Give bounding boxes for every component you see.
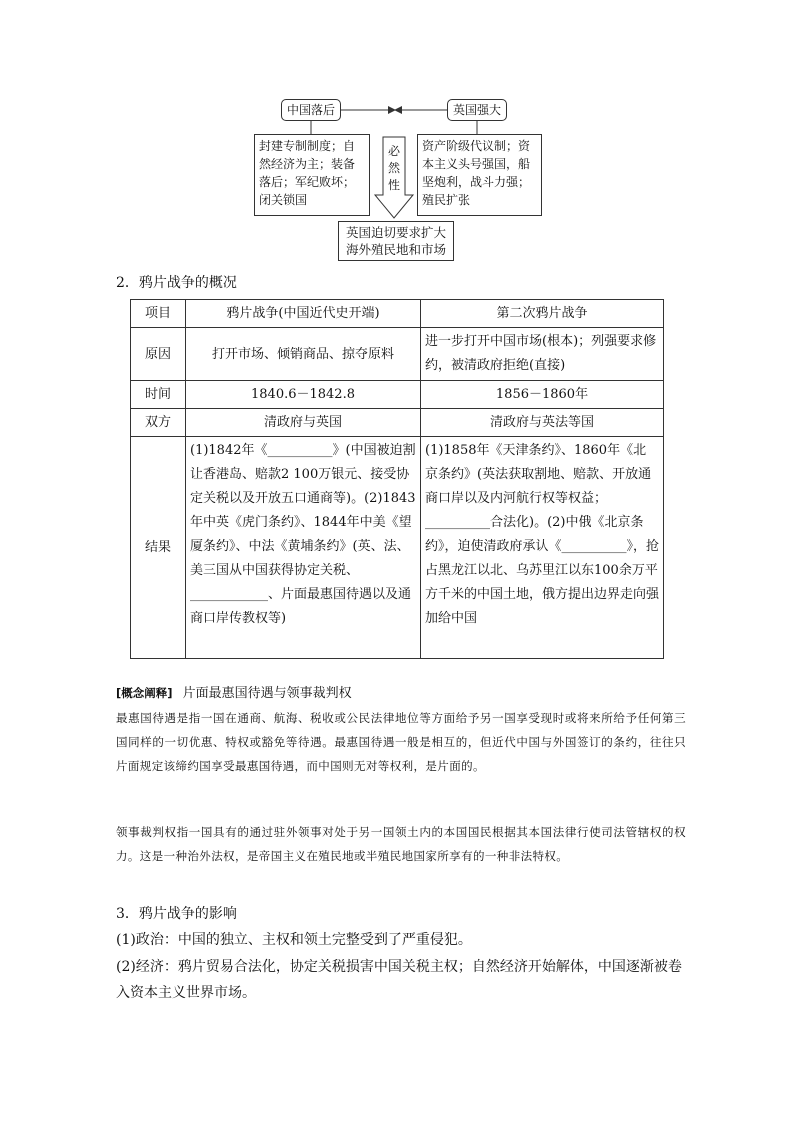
china-backward-detail-text: 封建专制制度；自然经济为主；装备落后；军纪败坏；闭关锁国 (259, 139, 356, 207)
necessity-label (387, 143, 401, 194)
table-cell: 进一步打开中国市场(根本)；列强要求修约，被清政府拒绝(直接) (421, 328, 664, 381)
concept-paragraph-1: 最惠国待遇是指一国在通商、航海、税收或公民法律地位等方面给予另一国享受现时或将来所给予任何第三国同样的一切优惠、特权或豁免等待遇。最惠国待遇一般是相互的，但近代中国与外国签订的条约，往往只片面规定该缔约国享受最惠国待遇，而中国则无对等权利，是片面的。 (116, 711, 686, 773)
row-label: 原因 (131, 328, 186, 381)
china-backward-label: 中国落后 (286, 103, 335, 117)
necessity-text: 必然性 (387, 144, 400, 192)
concept-paragraph-2: 领事裁判权指一国具有的通过驻外领事对处于另一国领土内的本国国民根据其本国法律行使司法管辖权的权力。这是一种治外法权，是帝国主义在殖民地或半殖民地国家所享有的一种非法特权。 (116, 825, 686, 863)
concept-tag: [概念阐释] (116, 686, 173, 700)
table-cell: (1)1858年《天津条约》、1860年《北京条约》(英法获取割地、赔款、开放通商口岸以及内河航行权等权益；__________合法化)。(2)中俄《北京条约》，迫使清政府承认《__________》，抢占黑龙江以北、乌苏里江以东100余万平方千米的中国土地，俄方提出边界走向强加给中国 (421, 437, 664, 659)
table-cell: (1)1842年《__________》(中国被迫割让香港岛、赔款2 100万银元、接受协定关税以及开放五口通商等)。(2)1843年中英《虎门条约》、1844年中美《望厦条约》、中法《黄埔条约》(英、法、美三国从中国获得协定关税、____________、片面最惠国待遇以及通商口岸传教权等) (186, 437, 421, 659)
section-2-title: 2．鸦片战争的概况 (116, 275, 237, 291)
row-label: 双方 (131, 409, 186, 437)
table-row (131, 328, 664, 381)
concept-title: 片面最惠国待遇与领事裁判权 (182, 686, 352, 701)
table-row (131, 409, 664, 437)
row-label: 结果 (131, 437, 186, 659)
table-header-row (131, 300, 664, 328)
section-3-title: 3．鸦片战争的影响 (116, 906, 237, 922)
britain-strong-detail (417, 134, 542, 216)
table-cell: 打开市场、倾销商品、掠夺原料 (186, 328, 421, 381)
concept-heading (116, 682, 352, 701)
britain-strong-detail-text: 资产阶级代议制；资本主义头号强国，船坚炮利，战斗力强；殖民扩张 (422, 139, 531, 207)
row-label: 时间 (131, 381, 186, 409)
expansion-text: 英国迫切要求扩大海外殖民地和市场 (345, 225, 446, 257)
table-cell: 清政府与英法等国 (421, 409, 664, 437)
opium-war-table (130, 299, 664, 659)
expansion-box (338, 221, 454, 261)
header-second-war: 第二次鸦片战争 (421, 300, 664, 328)
table-row (131, 381, 664, 409)
section-3-item-1: (1)政治：中国的独立、主权和领土完整受到了严重侵犯。 (116, 932, 472, 948)
header-first-war: 鸦片战争(中国近代史开端) (186, 300, 421, 328)
britain-strong-label: 英国强大 (452, 103, 501, 117)
table-cell: 清政府与英国 (186, 409, 421, 437)
header-item: 项目 (131, 300, 186, 328)
table-cell: 1840.6－1842.8 (186, 381, 421, 409)
table-row (131, 437, 664, 659)
section-3-item-2: (2)经济：鸦片贸易合法化，协定关税损害中国关税主权；自然经济开始解体，中国逐渐被卷入资本主义世界市场。 (116, 959, 682, 1001)
china-backward-detail (254, 134, 370, 216)
table-cell: 1856－1860年 (421, 381, 664, 409)
